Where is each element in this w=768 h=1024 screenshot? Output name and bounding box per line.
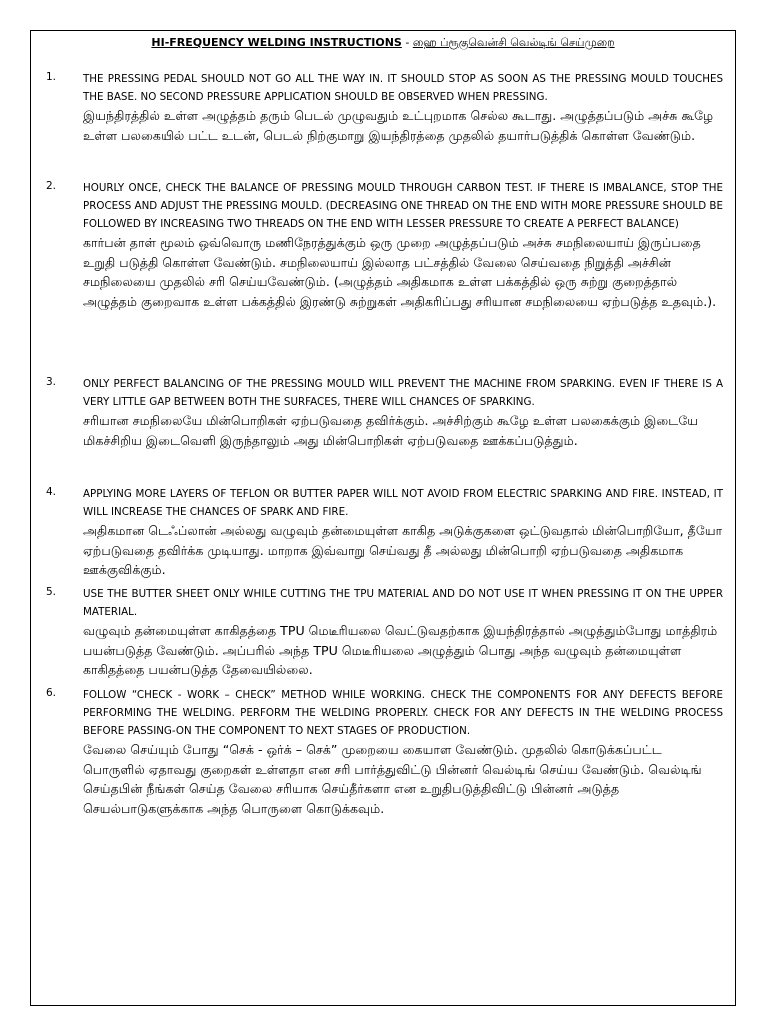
instruction-number: 5. [46,586,57,598]
instruction-english: FOLLOW “CHECK - WORK – CHECK” METHOD WHILE WORKING. CHECK THE COMPONENTS FOR ANY DEFECTS BEFORE PERFORMING THE WELDING. PERFORM THE WELDING PROPERLY. CHECK FOR ANY DEFECTS IN THE WELDING PROCESS BEFORE PASSING-ON THE COMPONENT TO NEXT STAGES OF PRODUCTION. [83,689,723,737]
instruction-number: 4. [46,486,57,498]
instruction-tamil: வழுவும் தன்மையுள்ள காகிதத்தை TPU மெடீரியலை வெட்டுவதற்காக இயந்திரத்தால் அழுத்தும்போது மாத்திரம் பயன்படுத்த வேண்டும். அப்பரில் அந்த TPU மெடீரியலை அழுத்தும் பொது அந்த வழுவும் தன்மையுள்ள காகிதத்தை பயன்படுத்த தேவையில்லை. [83,623,718,677]
title-english: HI-FREQUENCY WELDING INSTRUCTIONS [151,36,402,49]
instruction-english: USE THE BUTTER SHEET ONLY WHILE CUTTING THE TPU MATERIAL AND DO NOT USE IT WHEN PRESSING IT ON THE UPPER MATERIAL. [83,588,723,618]
instruction-tamil: கார்பன் தாள் மூலம் ஒவ்வொரு மணிநேரத்துக்கும் ஒரு முறை அழுத்தப்படும் அச்சு சமநிலையாய் இருப்பதை உறுதி படுத்தி கொள்ள வேண்டும். சமநிலையாய் இல்லாத பட்சத்தில் வேலை செய்வதை நிறுத்தி அச்சின் சமநிலையை முதலில் சரி செய்யவேண்டும். (அழுத்தம் அதிகமாக உள்ள பக்கத்தில் ஒரு சுற்று குறைத்தால் அழுத்தம் குறைவாக உள்ள பக்கத்தில் இரண்டு சுற்றுகள் அதிகரிப்பது சரியான சமநிலையை ஏற்படுத்த உதவும்.). [83,235,717,309]
instruction-tamil: வேலை செய்யும் போது “செக் - ஒர்க் – செக்” முறையை கையாள வேண்டும். முதலில் கொடுக்கப்பட்ட பொருளில் ஏதாவது குறைகள் உள்ளதா என சரி பார்த்துவிட்டு பின்னர் வெல்டிங் செய்ய வேண்டும். வெல்டிங் செய்தபின் நீங்கள் செய்த வேலை சரியாக செய்தீர்களா என உறுதிபடுத்திவிட்டு பின்னர் அடுத்த செயல்பாடுகளுக்காக அந்த பொருளை கொடுக்கவும். [83,742,702,816]
instruction-number: 3. [46,376,57,388]
instruction-tamil: அதிகமான டெஃப்லான் அல்லது வழுவும் தன்மையுள்ள காகித அடுக்குகளை ஒட்டுவதால் மின்பொறியோ, தீயோ ஏற்படுவதை தவிர்க்க முடியாது. மாறாக இவ்வாறு செய்வது தீ அல்லது மின்பொறி ஏற்படுவதை அதிகமாக ஊக்குவிக்கும். [83,523,723,577]
instruction-number: 1. [46,71,57,83]
instruction-number: 2. [46,180,57,192]
instruction-english: HOURLY ONCE, CHECK THE BALANCE OF PRESSING MOULD THROUGH CARBON TEST. IF THERE IS IMBALANCE, STOP THE PROCESS AND ADJUST THE PRESSING MOULD. (DECREASING ONE THREAD ON THE END WITH MORE PRESSURE SHOULD BE FOLLOWED BY INCREASING TWO THREADS ON THE END WITH LESSER PRESSURE TO CREATE A PERFECT BALANCE) [83,182,723,230]
title-tamil: ஹை ப்ரூகுவென்சி வெல்டிங் செய்முறை [412,36,615,49]
instruction-number: 6. [46,687,57,699]
title-separator: - [401,36,413,49]
instruction-english: APPLYING MORE LAYERS OF TEFLON OR BUTTER PAPER WILL NOT AVOID FROM ELECTRIC SPARKING AND FIRE. INSTEAD, IT WILL INCREASE THE CHANCES OF SPARK AND FIRE. [83,488,723,518]
instruction-english: THE PRESSING PEDAL SHOULD NOT GO ALL THE WAY IN. IT SHOULD STOP AS SOON AS THE PRESSING MOULD TOUCHES THE BASE. NO SECOND PRESSURE APPLICATION SHOULD BE OBSERVED WHEN PRESSING. [83,73,723,103]
document-title [30,36,736,51]
instruction-tamil: சரியான சமநிலையே மின்பொறிகள் ஏற்படுவதை தவிர்க்கும். அச்சிற்கும் கூழே உள்ள பலகைக்கும் இடையே மிகச்சிறிய இடைவெளி இருந்தாலும் அது மின்பொறிகள் ஏற்படுவதை ஊக்கப்படுத்தும். [83,413,699,448]
instruction-english: ONLY PERFECT BALANCING OF THE PRESSING MOULD WILL PREVENT THE MACHINE FROM SPARKING. EVEN IF THERE IS A VERY LITTLE GAP BETWEEN BOTH THE SURFACES, THERE WILL CHANCES OF SPARKING. [83,378,723,408]
instruction-tamil: இயந்திரத்தில் உள்ள அழுத்தம் தரும் பெடல் முழுவதும் உட்புறமாக செல்ல கூடாது. அழுத்தப்படும் அச்சு கூழே உள்ள பலகையில் பட்ட உடன், பெடல் நிற்குமாறு இயந்திரத்தை முதலில் தயார்படுத்திக் கொள்ள வேண்டும். [83,108,714,143]
